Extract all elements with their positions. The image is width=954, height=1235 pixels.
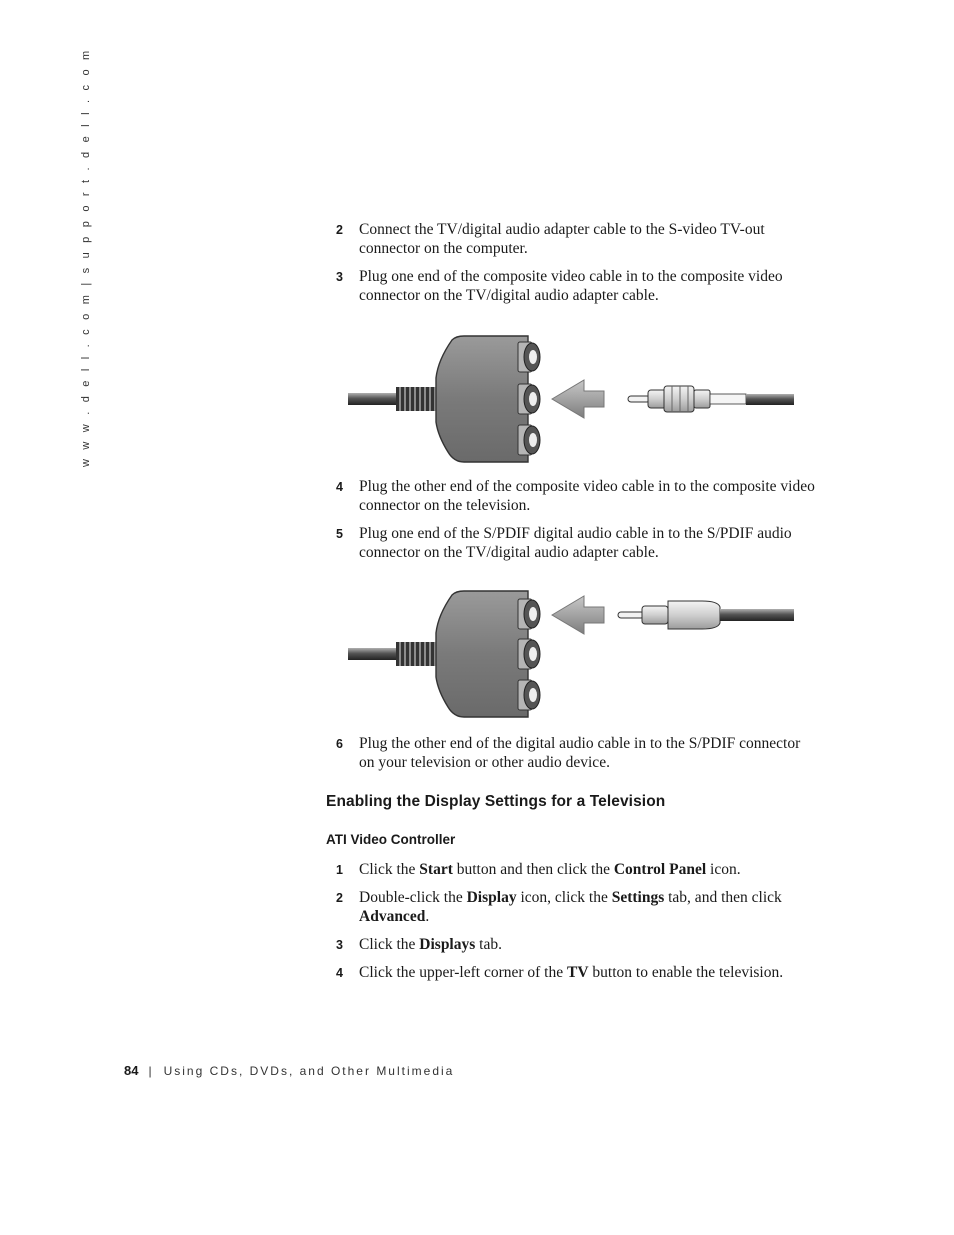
start-label: Start bbox=[419, 861, 453, 878]
spdif-plug bbox=[618, 601, 720, 629]
step-number: 4 bbox=[336, 966, 343, 980]
ati-step-1 bbox=[336, 860, 816, 879]
step-number: 6 bbox=[336, 737, 343, 751]
adapter-jacks bbox=[518, 342, 540, 455]
footer-section-title: Using CDs, DVDs, and Other Multimedia bbox=[163, 1064, 455, 1078]
step-number: 1 bbox=[336, 863, 343, 877]
step-text: Plug the other end of the digital audio cable in to the S/PDIF connector on your television or other audio device. bbox=[359, 735, 801, 771]
insert-arrow-icon bbox=[552, 596, 604, 634]
spdif-audio-cable bbox=[720, 609, 794, 621]
composite-video-cable bbox=[746, 394, 794, 405]
step-6-spdif-to-tv bbox=[336, 734, 816, 772]
step-text: Click the Displays tab. bbox=[359, 936, 502, 953]
control-panel-label: Control Panel bbox=[613, 861, 707, 878]
tv-label: TV bbox=[567, 964, 589, 981]
ati-step-2 bbox=[336, 888, 816, 926]
sidebar-url: w w w . d e l l . c o m | s u p p o r t . d e l l . c o m bbox=[80, 47, 92, 467]
insert-arrow-icon bbox=[552, 380, 604, 418]
step-2-connect-adapter bbox=[336, 220, 816, 258]
displays-label: Displays bbox=[419, 936, 476, 953]
step-3-composite-cable bbox=[336, 267, 816, 305]
step-text: Connect the TV/digital audio adapter cable to the S-video TV-out connector on the computer. bbox=[359, 221, 765, 257]
step-4-composite-to-tv bbox=[336, 477, 816, 515]
display-label: Display bbox=[466, 889, 517, 906]
strain-relief bbox=[396, 387, 438, 411]
adapter-cable bbox=[348, 393, 400, 405]
step-number: 3 bbox=[336, 270, 343, 284]
composite-cable-illustration bbox=[346, 332, 796, 467]
step-5-spdif-cable bbox=[336, 524, 816, 562]
composite-plug bbox=[628, 386, 746, 412]
settings-label: Settings bbox=[611, 889, 665, 906]
advanced-label: Advanced bbox=[359, 908, 426, 925]
adapter-body bbox=[436, 591, 528, 717]
step-text: Click the upper-left corner of the TV button to enable the television. bbox=[359, 964, 784, 981]
page-footer bbox=[124, 1063, 454, 1078]
ati-step-3 bbox=[336, 935, 816, 954]
footer-separator: | bbox=[148, 1064, 152, 1078]
step-number: 3 bbox=[336, 938, 343, 952]
section-heading: Enabling the Display Settings for a Television bbox=[326, 793, 666, 810]
step-number: 5 bbox=[336, 527, 343, 541]
adapter-cable bbox=[348, 648, 400, 660]
spdif-cable-illustration bbox=[346, 587, 796, 722]
step-text: Plug the other end of the composite video cable in to the composite video connector on the television. bbox=[359, 478, 815, 514]
section-subheading: ATI Video Controller bbox=[326, 832, 456, 847]
step-text: Plug one end of the S/PDIF digital audio cable in to the S/PDIF audio connector on the TV/digital audio adapter cable. bbox=[359, 525, 792, 561]
strain-relief bbox=[396, 642, 438, 666]
adapter-body bbox=[436, 336, 528, 462]
step-text: Click the Start button and then click the Control Panel icon. bbox=[359, 861, 741, 878]
step-text: Plug one end of the composite video cable in to the composite video connector on the TV/digital audio adapter cable. bbox=[359, 268, 783, 304]
step-number: 4 bbox=[336, 480, 343, 494]
ati-step-4 bbox=[336, 963, 816, 982]
step-number: 2 bbox=[336, 891, 343, 905]
step-text: Double-click the Display icon, click the Settings tab, and then click Advanced. bbox=[359, 889, 782, 925]
adapter-jacks bbox=[518, 599, 540, 710]
page-number: 84 bbox=[124, 1063, 139, 1078]
step-number: 2 bbox=[336, 223, 343, 237]
